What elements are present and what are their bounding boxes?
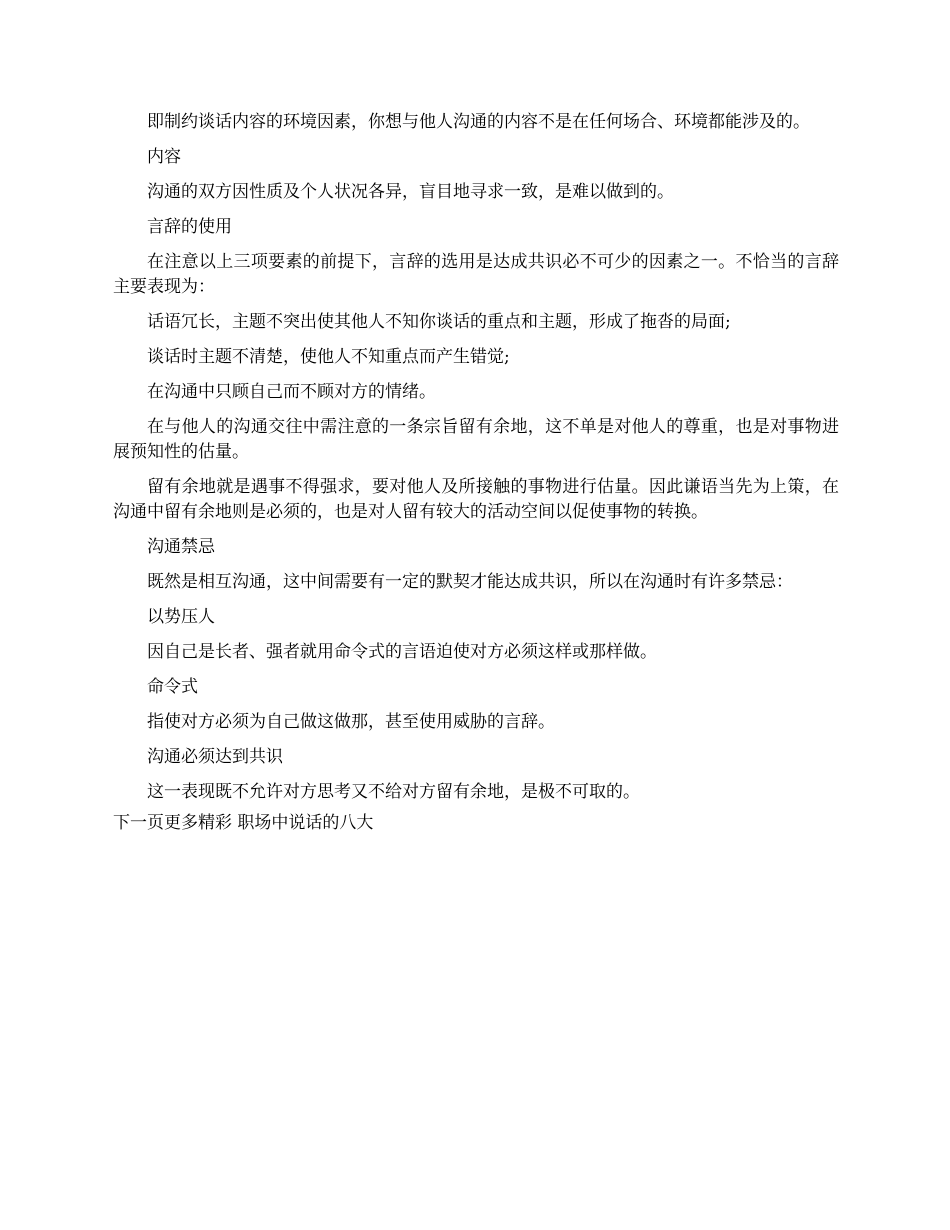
- document-page: [113, 110, 839, 836]
- heading-taboos: 沟通禁忌: [147, 537, 215, 557]
- para-commanding-desc: 指使对方必须为自己做这做那，甚至使用威胁的言辞。: [147, 712, 555, 732]
- para-words-intro: 在注意以上三项要素的前提下，言辞的选用是达成共识必不可少的因素之一。不恰当的言辞主要表现为：: [113, 252, 839, 297]
- para-content-desc: 沟通的双方因性质及个人状况各异，盲目地寻求一致，是难以做到的。: [147, 182, 674, 202]
- next-page-link[interactable]: 下一页更多精彩 职场中说话的八大: [113, 813, 374, 833]
- para-verbose: 话语冗长，主题不突出使其他人不知你谈话的重点和主题，形成了拖沓的局面;: [147, 312, 731, 332]
- para-leave-room-detail: 留有余地就是遇事不得强求，要对他人及所接触的事物进行估量。因此谦语当先为上策，在沟通中留有余地则是必须的，也是对人留有较大的活动空间以促使事物的转换。: [113, 477, 839, 522]
- heading-overbearing: 以势压人: [147, 607, 215, 627]
- para-self-only: 在沟通中只顾自己而不顾对方的情绪。: [147, 382, 436, 402]
- para-overbearing-desc: 因自己是长者、强者就用命令式的言语迫使对方必须这样或那样做。: [147, 642, 657, 662]
- para-unclear-topic: 谈话时主题不清楚，使他人不知重点而产生错觉;: [147, 347, 510, 367]
- heading-use-of-words: 言辞的使用: [147, 217, 232, 237]
- para-environment-factors: 即制约谈话内容的环境因素，你想与他人沟通的内容不是在任何场合、环境都能涉及的。: [147, 112, 810, 132]
- heading-commanding: 命令式: [147, 677, 198, 697]
- heading-content: 内容: [147, 147, 181, 167]
- para-must-agree-desc: 这一表现既不允许对方思考又不给对方留有余地，是极不可取的。: [147, 782, 640, 802]
- para-taboos-intro: 既然是相互沟通，这中间需要有一定的默契才能达成共识，所以在沟通时有许多禁忌：: [147, 572, 793, 592]
- para-leave-room: 在与他人的沟通交往中需注意的一条宗旨留有余地，这不单是对他人的尊重，也是对事物进展预知性的估量。: [113, 417, 839, 462]
- heading-must-agree: 沟通必须达到共识: [147, 747, 283, 767]
